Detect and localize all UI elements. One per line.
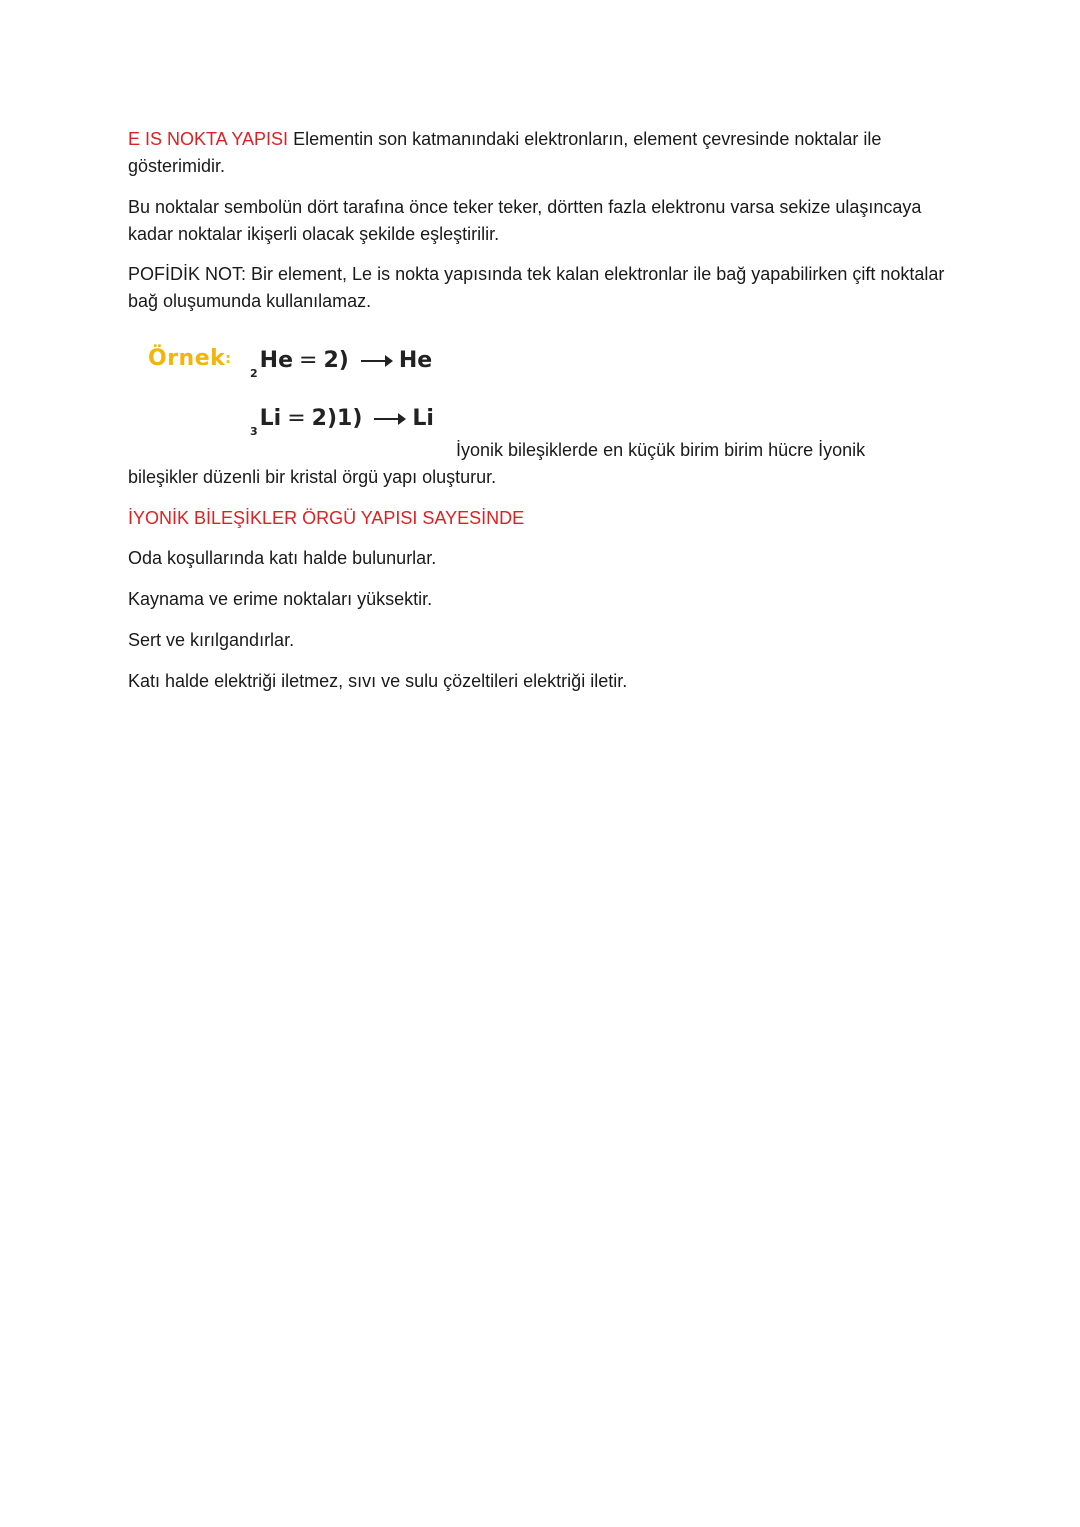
ionic-lattice-heading: İYONİK BİLEŞİKLER ÖRGÜ YAPISI SAYESİNDE xyxy=(128,508,525,528)
helium-result: He xyxy=(398,348,433,373)
ionic-continuation-text: bileşikler düzenli bir kristal örgü yapı oluşturur. xyxy=(128,467,497,487)
helium-configuration: 2) xyxy=(323,348,349,373)
pofidik-note-paragraph: POFİDİK NOT: Bir element, Le is nokta yapısında tek kalan elektronlar ile bağ yapabilirken çift noktalar bağ oluşumunda kullanılamaz. xyxy=(128,264,945,311)
lewis-title: E IS NOKTA YAPISI xyxy=(128,129,289,149)
lewis-definition-paragraph xyxy=(128,126,948,180)
lewis-definition-text: Elementin son katmanındaki elektronların, element çevresinde noktalar ile gösterimidir. xyxy=(128,129,882,176)
fact-item: Kaynama ve erime noktaları yüksektir. xyxy=(128,589,433,609)
lithium-equals: = xyxy=(287,406,306,431)
helium-atomic-number: 2 xyxy=(250,367,258,380)
example-label: Örnek: xyxy=(148,346,232,371)
ionic-lead-text: İyonik bileşiklerde en küçük birim birim hücre İyonik xyxy=(456,440,866,460)
helium-equals: = xyxy=(299,348,318,373)
lithium-symbol: Li xyxy=(259,406,282,431)
helium-example xyxy=(250,348,433,380)
lithium-result: Li xyxy=(412,406,434,431)
dot-pairing-paragraph: Bu noktalar sembolün dört tarafına önce teker teker, dörtten fazla elektronu varsa sekize ulaşıncaya kadar noktalar ikişerli olacak şekilde eşleştirilir. xyxy=(128,197,922,244)
fact-item: Katı halde elektriği iletmez, sıvı ve sulu çözeltileri elektriği iletir. xyxy=(128,671,628,691)
arrow-right-icon xyxy=(361,360,391,362)
arrow-right-icon xyxy=(374,418,404,420)
lithium-configuration: 2)1) xyxy=(311,406,363,431)
lithium-example xyxy=(250,406,434,438)
helium-symbol: He xyxy=(259,348,293,373)
lithium-atomic-number: 3 xyxy=(250,425,258,438)
fact-item: Oda koşullarında katı halde bulunurlar. xyxy=(128,548,437,568)
fact-item: Sert ve kırılgandırlar. xyxy=(128,630,295,650)
